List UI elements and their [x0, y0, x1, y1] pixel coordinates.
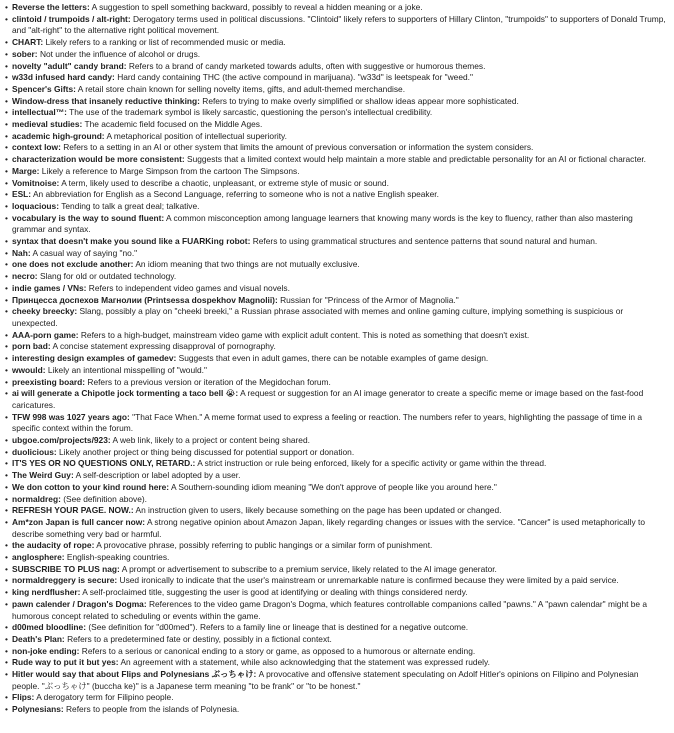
glossary-entry: [5, 447, 668, 459]
glossary-definition: (See definition for "d00med"). Refers to a family line or lineage that is destined for a negative outcome.: [88, 622, 469, 633]
glossary-definition: Refers to independent video games and visual novels.: [88, 282, 290, 293]
glossary-entry: [5, 540, 668, 552]
glossary-definition: Likely an intentional misspelling of "would.": [47, 364, 207, 375]
glossary-term: REFRESH YOUR PAGE. NOW.:: [12, 505, 134, 516]
glossary-entry: [5, 494, 668, 506]
glossary-entry: [5, 119, 668, 131]
glossary-definition: A common misconception among language learners that knowing many words is the key to fluency, rather than also mastering grammar and syntax.: [12, 212, 633, 235]
glossary-entry: [5, 353, 668, 365]
glossary-term: IT'S YES OR NO QUESTIONS ONLY, RETARD.:: [12, 458, 196, 469]
glossary-definition: The use of the trademark symbol is likely sarcastic, questioning the person's intellectual credibility.: [69, 107, 433, 118]
glossary-definition: References to the video game Dragon's Dogma, which features controllable companions called "pawns." A "pawn calendar" might be a humorous concept related to scheduling or events within the game.: [12, 598, 648, 621]
glossary-entry: [5, 435, 668, 447]
glossary-term: loquacious:: [12, 200, 59, 211]
glossary-entry: [5, 458, 668, 470]
glossary-definition: A provocative phrase, possibly referring to public hangings or a similar form of punishment.: [96, 540, 433, 551]
glossary-definition: A strong negative opinion about Amazon Japan, likely regarding changes or issues with the service. "Cancer" is used metaphorically to describe something very bad or harmful.: [12, 516, 646, 539]
glossary-entry: [5, 189, 668, 201]
glossary-definition: A derogatory term for Filipino people.: [36, 692, 174, 703]
glossary-definition: An idiom meaning that two things are not mutually exclusive.: [135, 259, 360, 270]
glossary-definition: A term, likely used to describe a chaotic, unpleasant, or extreme style of music or sound.: [61, 177, 389, 188]
glossary-definition: A metaphorical position of intellectual superiority.: [106, 130, 287, 141]
glossary-definition: Refers to people from the islands of Polynesia.: [66, 704, 240, 715]
glossary-term: CHART:: [12, 37, 44, 48]
glossary-term: Polynesians:: [12, 704, 64, 715]
glossary-term: context low:: [12, 142, 61, 153]
glossary-entry: [5, 271, 668, 283]
glossary-definition: Refers to a serious or canonical ending to a story or game, as opposed to a humorous or alternate ending.: [81, 645, 476, 656]
glossary-definition: Refers to a predetermined fate or destiny, possibly in a fictional context.: [67, 633, 332, 644]
glossary-term: Marge:: [12, 165, 40, 176]
glossary-entry: [5, 412, 668, 435]
glossary-definition: Slang, possibly a play on "cheeki breeki," a Russian phrase associated with memes and online gaming culture, implying something is suspicious or unexpected.: [12, 306, 624, 328]
glossary-entry: [5, 669, 668, 692]
glossary-definition: A concise statement expressing disapproval of pornography.: [52, 341, 276, 352]
glossary-entry: [5, 154, 668, 166]
glossary-term: Flips:: [12, 692, 35, 703]
glossary-term: syntax that doesn't make you sound like a FUARKing robot:: [12, 236, 251, 247]
glossary-term: Reverse the letters:: [12, 2, 90, 12]
glossary-entry: [5, 599, 668, 622]
glossary-entry: [5, 505, 668, 517]
glossary-term: Spencer's Gifts:: [12, 83, 76, 94]
glossary-entry: [5, 96, 668, 108]
glossary-entry: [5, 72, 668, 84]
glossary-definition: Refers to a setting in an AI or other system that limits the amount of previous conversation or information the system considers.: [63, 142, 534, 153]
glossary-definition: An abbreviation for English as a Second Language, referring to someone who is not a native English speaker.: [32, 189, 439, 200]
glossary-definition: Derogatory terms used in political discussions. "Clintoid" likely refers to supporters of Hillary Clinton, "trumpoids" to supporters of Donald Trump, and "alt-right" to the alternative right political movement.: [12, 13, 666, 36]
glossary-entry: [5, 377, 668, 389]
glossary-term: ESL:: [12, 189, 32, 200]
glossary-term: porn bad:: [12, 341, 51, 352]
glossary-term: one does not exclude another:: [12, 259, 134, 270]
glossary-definition: A prompt or advertisement to subscribe to a premium service, likely related to the AI image generator.: [121, 563, 497, 574]
glossary-entry: [5, 482, 668, 494]
glossary-entry: [5, 646, 668, 658]
glossary-term: Am*zon Japan is full cancer now:: [12, 516, 146, 527]
glossary-term: w33d infused hard candy:: [12, 72, 115, 83]
glossary-term: interesting design examples of gamedev:: [12, 353, 177, 364]
glossary-term: cheeky breecky:: [12, 306, 78, 317]
glossary-definition: Slang for old or outdated technology.: [39, 271, 177, 282]
glossary-term: Rude way to put it but yes:: [12, 657, 119, 668]
glossary-entry: [5, 517, 668, 540]
glossary-definition: A retail store chain known for selling novelty items, gifts, and adult-themed merchandise.: [77, 83, 406, 94]
glossary-definition: Refers to a brand of candy marketed towards adults, often with suggestive or humorous themes.: [128, 60, 486, 71]
glossary-entry: [5, 107, 668, 119]
glossary-entry: [5, 131, 668, 143]
glossary-entry: [5, 259, 668, 271]
glossary-definition: Refers to trying to make overly simplified or shallow ideas appear more sophisticated.: [202, 95, 519, 106]
glossary-definition: Russian for "Princess of the Armor of Magnolia.": [280, 294, 459, 305]
glossary-definition: Hard candy containing THC (the active compound in marijuana). "w33d" is leetspeak for "weed.": [117, 72, 473, 83]
glossary-definition: Refers to a previous version or iteration of the Megidochan forum.: [87, 376, 331, 387]
glossary-entry: [5, 330, 668, 342]
glossary-entry: [5, 470, 668, 482]
glossary-entry: [5, 283, 668, 295]
glossary-definition: Tending to talk a great deal; talkative.: [61, 200, 200, 211]
glossary-entry: [5, 213, 668, 236]
glossary-entry: [5, 142, 668, 154]
glossary-definition: An instruction given to users, likely because something on the page has been updated or changed.: [135, 505, 502, 516]
glossary-term: duolicious:: [12, 446, 57, 457]
glossary-definition: A suggestion to spell something backward, possibly to reveal a hidden meaning or a joke.: [91, 2, 423, 12]
glossary-definition: A provocative and offensive statement speculating on Adolf Hitler's opinions on Filipino and Polynesian people. "ぶっちゃけ" (buccha ke)" is a Japanese term meaning "to be frank" or "to be honest.": [12, 669, 639, 691]
glossary-term: clintoid / trumpoids / alt-right:: [12, 13, 131, 24]
glossary-definition: A self-description or label adopted by a user.: [75, 470, 241, 481]
glossary-entry: [5, 622, 668, 634]
glossary-term: novelty "adult" candy brand:: [12, 60, 127, 71]
glossary-entry: [5, 84, 668, 96]
glossary-definition: English-speaking countries.: [66, 552, 170, 563]
glossary-entry: [5, 236, 668, 248]
glossary-term: medieval studies:: [12, 119, 83, 130]
glossary-term: necro:: [12, 271, 38, 282]
glossary-entry: [5, 365, 668, 377]
glossary-term: vocabulary is the way to sound fluent:: [12, 212, 165, 223]
glossary-entry: [5, 49, 668, 61]
glossary-entry: [5, 306, 668, 329]
glossary-term: indie games / VNs:: [12, 282, 87, 293]
glossary-entry: [5, 341, 668, 353]
glossary-term: wwould:: [12, 364, 46, 375]
glossary-term: SUBSCRIBE TO PLUS nag:: [12, 563, 120, 574]
glossary-entry: [5, 295, 668, 307]
glossary-term: Vomitnoise:: [12, 177, 60, 188]
glossary-entry: [5, 388, 668, 411]
glossary-term: normaldreg:: [12, 493, 61, 504]
glossary-term: Death's Plan:: [12, 633, 65, 644]
glossary-term: anglosphere:: [12, 552, 65, 563]
glossary-entry: [5, 248, 668, 260]
glossary-definition: Suggests that a limited context would help maintain a more stable and predictable personality for an AI or fictional character.: [186, 154, 647, 165]
glossary-definition: Likely refers to a ranking or list of recommended music or media.: [45, 37, 286, 48]
glossary-term: The Weird Guy:: [12, 470, 74, 481]
glossary-entry: [5, 575, 668, 587]
glossary-term: d00med bloodline:: [12, 622, 86, 633]
glossary-term: king nerdflusher:: [12, 587, 81, 598]
glossary-term: academic high-ground:: [12, 130, 105, 141]
glossary-definition: (See definition above).: [63, 493, 148, 504]
glossary-entry: [5, 692, 668, 704]
glossary-term: normaldreggery is secure:: [12, 575, 118, 586]
glossary-term: Nah:: [12, 247, 31, 258]
glossary-definition: Suggests that even in adult games, there can be notable examples of game design.: [178, 353, 489, 364]
glossary-definition: Likely a reference to Marge Simpson from the cartoon The Simpsons.: [41, 165, 300, 176]
glossary-entry: [5, 2, 668, 14]
glossary-definition: A casual way of saying "no.": [32, 247, 138, 258]
glossary-entry: [5, 178, 668, 190]
glossary-term: the audacity of rope:: [12, 540, 95, 551]
glossary-entry: [5, 704, 668, 716]
glossary-term: pawn calender / Dragon's Dogma:: [12, 598, 147, 609]
glossary-entry: [5, 634, 668, 646]
glossary-term: preexisting board:: [12, 376, 86, 387]
glossary-entry: [5, 166, 668, 178]
glossary-term: intellectual™:: [12, 107, 67, 118]
glossary-term: Window-dress that insanely reductive thinking:: [12, 95, 200, 106]
glossary-definition: Used ironically to indicate that the user's mainstream or unremarkable nature is confirmed because they were limited by a paid service.: [119, 575, 619, 586]
glossary-entry: [5, 61, 668, 73]
glossary-definition: Refers to a high-budget, mainstream video game with explicit adult content. This is noted as something that doesn't exist.: [80, 329, 530, 340]
glossary-entry: [5, 657, 668, 669]
glossary-definition: An agreement with a statement, while also acknowledging that the statement was expressed rudely.: [120, 657, 490, 668]
glossary-term: TFW 998 was 1027 years ago:: [12, 411, 130, 422]
glossary-definition: A web link, likely to a project or content being shared.: [112, 435, 310, 446]
glossary-definition: Refers to using grammatical structures and sentence patterns that sound natural and human.: [252, 236, 598, 247]
glossary-definition: The academic field focused on the Middle Ages.: [84, 119, 263, 130]
glossary-term: AAA-porn game:: [12, 329, 79, 340]
glossary-definition: Likely another project or thing being discussed for potential support or donation.: [59, 446, 355, 457]
glossary-entry: [5, 552, 668, 564]
glossary-term: Принцесса доспехов Магнолии (Printsessa dospekhov Magnolii):: [12, 294, 278, 305]
glossary-term: ubgoe.com/projects/923:: [12, 435, 111, 446]
glossary-term: characterization would be more consistent:: [12, 154, 185, 165]
glossary-definition: Not under the influence of alcohol or drugs.: [39, 48, 201, 59]
glossary-entry: [5, 564, 668, 576]
glossary-definition: A self-proclaimed title, suggesting the user is good at identifying or dealing with things considered nerdy.: [82, 587, 468, 598]
glossary-term: non-joke ending:: [12, 645, 80, 656]
glossary-term: ai will generate a Chipotle jock tormenting a taco bell 😭:: [12, 388, 239, 399]
glossary-entry: [5, 37, 668, 49]
glossary-entry: [5, 201, 668, 213]
glossary-term: We don cotton to your kind round here:: [12, 481, 170, 492]
glossary-term: Hitler would say that about Flips and Polynesians ぶっちゃけ:: [12, 669, 257, 680]
glossary-entry: [5, 14, 668, 37]
glossary-definition: A Southern-sounding idiom meaning "We don't approve of people like you around here.": [170, 481, 497, 492]
glossary-entry: [5, 587, 668, 599]
glossary-definition: "That Face When." A meme format used to express a feeling or reaction. The numbers refer to years, highlighting the passage of time in a specific context within the forum.: [12, 411, 643, 434]
glossary-definition: A strict instruction or rule being enforced, likely for a specific activity or game within the thread.: [197, 458, 547, 469]
glossary-term: sober:: [12, 48, 38, 59]
glossary-definition: A request or suggestion for an AI image generator to create a specific meme or image based on the fast-food caricatures.: [12, 388, 644, 410]
